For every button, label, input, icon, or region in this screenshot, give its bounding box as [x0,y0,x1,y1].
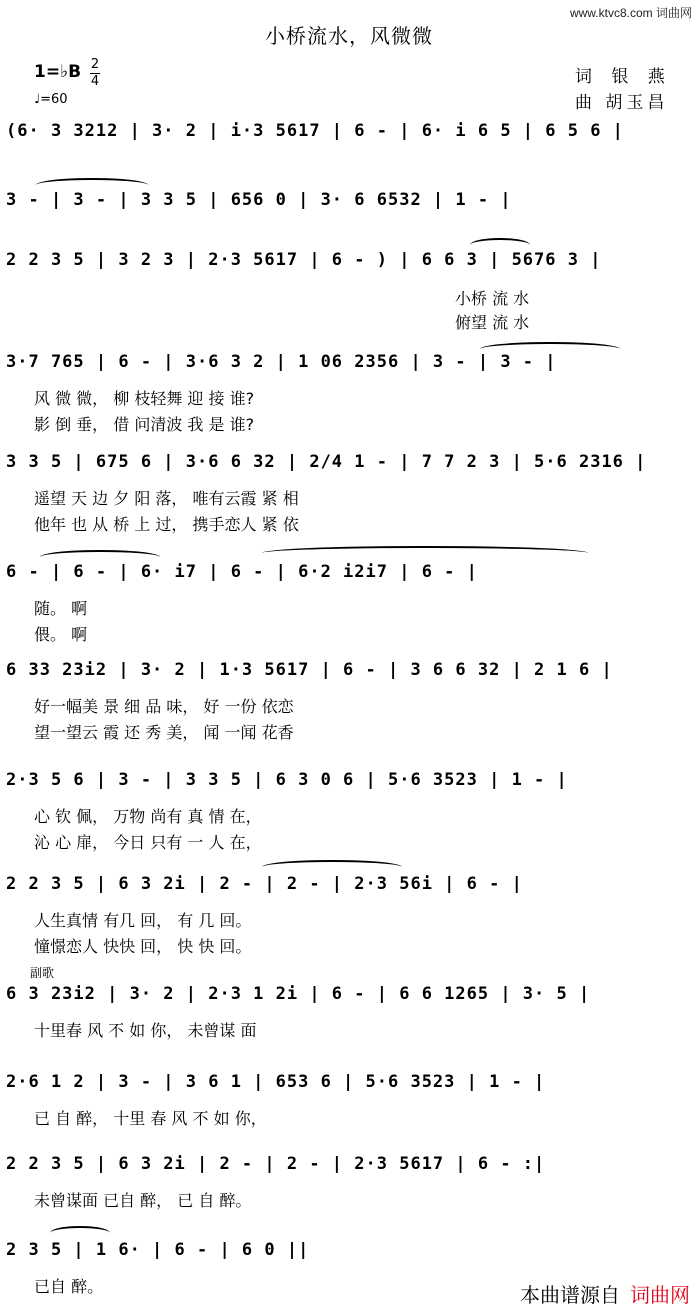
lyric-row-5-verse-1: 遥望 天 边 夕 阳 落， 唯有云霞 紧 相 [34,489,299,508]
score-row-7: 6 33 23i2 | 3· 2 | 1·3 5617 | 6 - | 3 6 6 32 | 2 1 6 | [6,660,613,680]
lyric-row-7-verse-2: 望一望云 霞 还 秀 美， 闻 一闻 花香 [34,723,294,742]
meter-top: 2 [90,57,100,72]
score-row-13: 2 3 5 | 1 6· | 6 - | 6 0 || [6,1240,310,1260]
composer-credit: 曲 胡玉昌 [575,93,669,113]
slur-arc [50,1226,110,1240]
slur-arc [262,546,588,560]
source-footer [520,1279,690,1308]
score-row-5: 3 3 5 | 675 6 | 3·6 6 32 | 2/4 1 - | 7 7 2 3 | 5·6 2316 | [6,452,647,472]
score-row-9: 2 2 3 5 | 6 3 2i | 2 - | 2 - | 2·3 56i | 6 - | [6,874,523,894]
lyric-row-6-verse-2: 偎。 啊 [34,625,88,644]
lyric-row-10: 十里春 风 不 如 你， 未曾谋 面 [34,1021,257,1040]
time-signature [90,58,100,89]
lyric-row-3-verse-1: 小桥 流 水 [455,289,530,308]
song-title: 小桥流水，风微微 [265,24,433,48]
lyric-row-6-verse-1: 随。 啊 [34,599,88,618]
lyricist-credit: 词 银 燕 [575,67,672,87]
score-row-8: 2·3 5 6 | 3 - | 3 3 5 | 6 3 0 6 | 5·6 3523 | 1 - | [6,770,568,790]
lyric-row-8-verse-2: 沁 心 扉， 今日 只有 一 人 在， [34,833,262,852]
lyric-row-5-verse-2: 他年 也 从 桥 上 过， 携手恋人 紧 依 [34,515,299,534]
score-row-6: 6 - | 6 - | 6· i7 | 6 - | 6·2 i2i7 | 6 - | [6,562,478,582]
footer-brand[interactable]: 词曲网 [630,1285,690,1307]
section-label: 副歌 [30,966,55,980]
lyric-row-8-verse-1: 心 钦 佩， 万物 尚有 真 情 在， [34,807,262,826]
key-signature: 1=♭B [34,62,82,82]
tempo-mark: ♩=60 [34,92,68,107]
score-row-3: 2 2 3 5 | 3 2 3 | 2·3 5617 | 6 - ) | 6 6 3 | 5676 3 | [6,250,602,270]
lyric-row-13: 已自 醉。 [34,1277,104,1296]
lyric-row-9-verse-2: 憧憬恋人 快快 回， 快 快 回。 [34,937,252,956]
lyric-row-3-verse-2: 俯望 流 水 [455,313,530,332]
tie-arc [262,860,402,874]
lyric-row-11: 已 自 醉， 十里 春 风 不 如 你， [34,1109,267,1128]
lyric-row-12: 未曾谋面 已自 醉， 已 自 醉。 [34,1191,252,1210]
lyric-row-4-verse-1: 风 微 微， 柳 枝轻舞 迎 接 谁? [34,389,255,408]
lyric-row-4-verse-2: 影 倒 垂， 借 问清波 我 是 谁? [34,415,255,434]
lyric-row-9-verse-1: 人生真情 有几 回， 有 几 回。 [34,911,252,930]
score-row-2: 3 - | 3 - | 3 3 5 | 656 0 | 3· 6 6532 | 1 - | [6,190,512,210]
meter-bottom: 4 [90,74,100,89]
site-watermark: www.ktvc8.com 词曲网 [569,6,692,20]
score-row-10: 6 3 23i2 | 3· 2 | 2·3 1 2i | 6 - | 6 6 1265 | 3· 5 | [6,984,591,1004]
score-row-11: 2·6 1 2 | 3 - | 3 6 1 | 653 6 | 5·6 3523 | 1 - | [6,1072,546,1092]
score-row-4: 3·7 765 | 6 - | 3·6 3 2 | 1 06 2356 | 3 - | 3 - | [6,352,557,372]
footer-prefix: 本曲谱源自 [520,1285,620,1307]
lyric-row-7-verse-1: 好一幅美 景 细 品 味， 好 一份 依恋 [34,697,294,716]
score-row-12: 2 2 3 5 | 6 3 2i | 2 - | 2 - | 2·3 5617 | 6 - :| [6,1154,546,1174]
score-row-1: (6· 3 3212 | 3· 2 | i·3 5617 | 6 - | 6· i 6 5 | 6 5 6 | [6,121,624,141]
